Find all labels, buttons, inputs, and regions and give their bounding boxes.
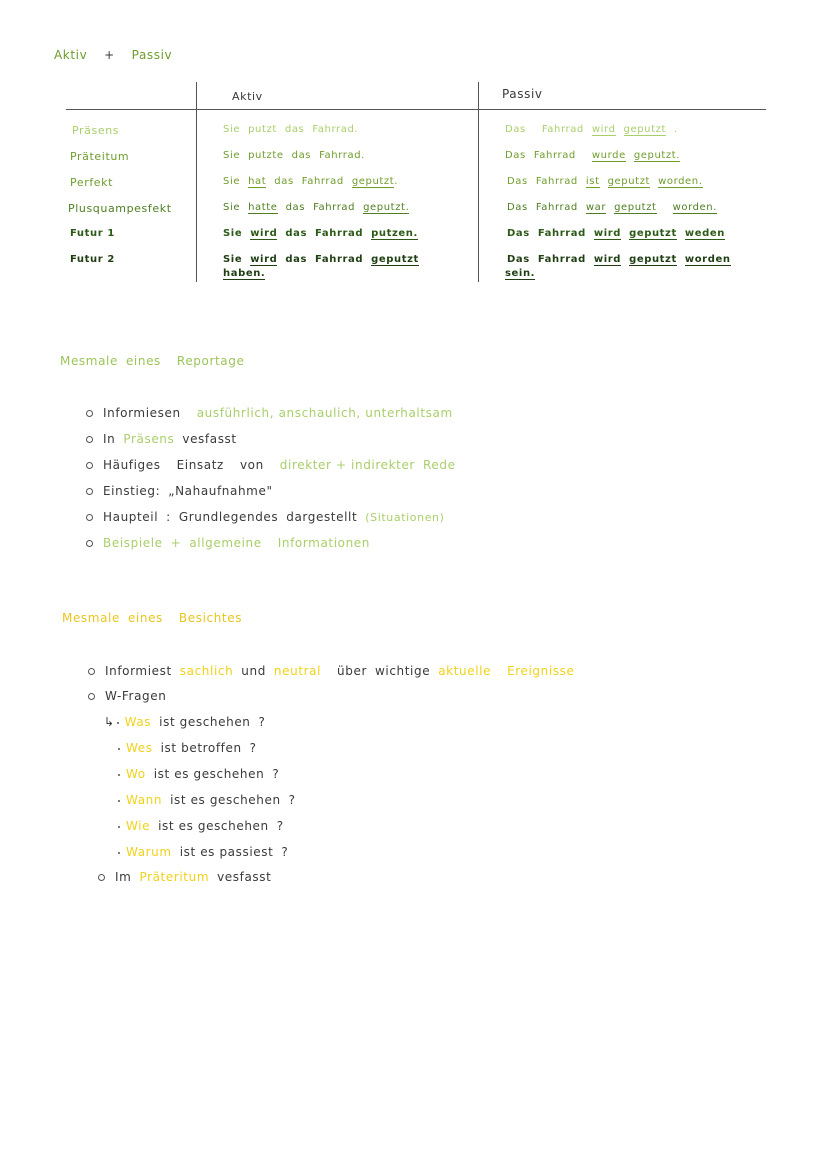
passiv-sentence: Das Fahrrad wird geputzt .	[505, 124, 678, 135]
list-item: Haupteil : Grundlegendes dargestellt (Situationen)	[86, 510, 445, 524]
aktiv-sentence: Sie hat das Fahrrad geputzt.	[223, 176, 399, 187]
list-item: Informiesen ausführlich, anschaulich, unterhaltsam	[86, 406, 453, 420]
question-item: Wo ist es geschehen ?	[118, 767, 279, 781]
tense-label: Plusquampesfekt	[68, 202, 172, 215]
tense-label: Perfekt	[70, 176, 114, 189]
passiv-sentence: Das Fahrrad war geputzt worden.	[507, 202, 718, 213]
table-header-passiv: Passiv	[502, 87, 543, 101]
list-item: Informiest sachlich und neutral über wichtige aktuelle Ereignisse	[88, 664, 574, 678]
arrow-icon: ↳	[104, 715, 115, 729]
list-item: In Präsens vesfasst	[86, 432, 237, 446]
aktiv-sentence: Sie putzte das Fahrrad.	[223, 150, 365, 161]
tense-label: Futur 1	[70, 228, 115, 239]
tense-label: Präsens	[72, 124, 120, 137]
list-item: Im Präteritum vesfasst	[98, 870, 271, 884]
table-header-aktiv: Aktiv	[232, 90, 263, 103]
passiv-sentence: Das Fahrrad wird geputzt weden	[507, 228, 725, 239]
list-item: W-Fragen	[88, 689, 166, 703]
page-title	[54, 48, 172, 62]
tense-label: Präteitum	[70, 150, 130, 163]
reportage-heading: Mesmale eines Reportage	[60, 354, 245, 368]
aktiv-sentence: Sie putzt das Fahrrad.	[223, 124, 359, 135]
table-horizontal-line	[66, 109, 766, 110]
aktiv-sentence: Sie hatte das Fahrrad geputzt.	[223, 202, 410, 213]
question-item: Wes ist betroffen ?	[118, 741, 257, 755]
bericht-heading: Mesmale eines Besichtes	[62, 611, 243, 625]
question-item: Wann ist es geschehen ?	[118, 793, 296, 807]
aktiv-sentence: Sie wird das Fahrrad putzen.	[223, 228, 418, 239]
aktiv-sentence: Sie wird das Fahrrad geputzt	[223, 254, 419, 265]
title-passiv: Passiv	[131, 48, 173, 62]
question-item: Warum ist es passiest ?	[118, 845, 288, 859]
title-aktiv: Aktiv	[54, 48, 88, 62]
question-item: ↳ Was ist geschehen ?	[104, 715, 266, 729]
passiv-sentence-line2: sein.	[505, 268, 536, 279]
table-vertical-line-2	[478, 82, 479, 282]
passiv-sentence: Das Fahrrad wird geputzt worden	[507, 254, 731, 265]
table-vertical-line-1	[196, 82, 197, 282]
passiv-sentence: Das Fahrrad ist geputzt worden.	[507, 176, 703, 187]
list-item: Häufiges Einsatz von direkter + indirekter Rede	[86, 458, 456, 472]
list-item: Einstieg: „Nahaufnahme"	[86, 484, 273, 498]
passiv-sentence: Das Fahrrad wurde geputzt.	[505, 150, 681, 161]
aktiv-sentence-line2: haben.	[223, 268, 266, 279]
title-plus: +	[104, 48, 115, 62]
question-item: Wie ist es geschehen ?	[118, 819, 284, 833]
list-item: Beispiele + allgemeine Informationen	[86, 536, 370, 550]
tense-label: Futur 2	[70, 254, 115, 265]
